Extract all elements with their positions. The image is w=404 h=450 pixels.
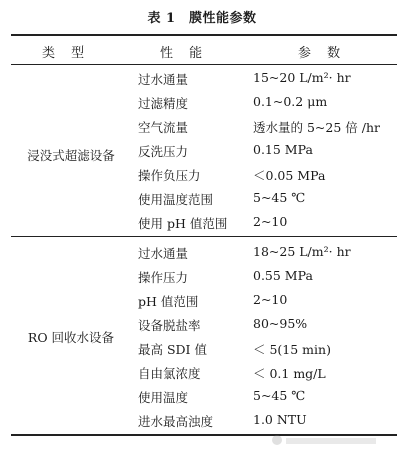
property-cell: 反洗压力 bbox=[138, 144, 189, 159]
table-row bbox=[0, 138, 404, 162]
property-cell: 使用 pH 值范围 bbox=[138, 216, 228, 231]
value-cell: 0.15 MPa bbox=[253, 142, 313, 157]
property-cell: 操作负压力 bbox=[138, 168, 201, 183]
value-cell: 80~95% bbox=[253, 316, 308, 331]
value-cell: ＜ 5(15 min) bbox=[253, 342, 331, 357]
group-separator-rule bbox=[11, 236, 397, 237]
table-row bbox=[0, 114, 404, 138]
value-cell: 2~10 bbox=[253, 292, 288, 307]
group-label-ro: RO 回收水设备 bbox=[27, 330, 115, 345]
table-row bbox=[0, 408, 404, 432]
property-cell: 操作压力 bbox=[138, 270, 189, 285]
table-row bbox=[0, 240, 404, 264]
value-cell: 透水量的 5~25 倍 /hr bbox=[253, 120, 380, 135]
table-row bbox=[0, 210, 404, 234]
value-cell: 0.55 MPa bbox=[253, 268, 313, 283]
header-performance: 性 能 bbox=[160, 46, 209, 61]
table-row bbox=[0, 384, 404, 408]
table-row bbox=[0, 312, 404, 336]
group-label-uf: 浸没式超滤设备 bbox=[27, 148, 115, 163]
watermark-logo bbox=[272, 430, 392, 444]
property-cell: 使用温度范围 bbox=[138, 192, 214, 207]
value-cell: ＜ 0.1 mg/L bbox=[253, 366, 326, 381]
header-parameter: 参 数 bbox=[298, 46, 347, 61]
table-row bbox=[0, 162, 404, 186]
property-cell: pH 值范围 bbox=[138, 294, 199, 309]
value-cell: 18~25 L/m²· hr bbox=[253, 244, 351, 259]
property-cell: 过水通量 bbox=[138, 72, 189, 87]
value-cell: ＜0.05 MPa bbox=[253, 168, 326, 183]
table-row bbox=[0, 66, 404, 90]
value-cell: 5~45 ℃ bbox=[253, 190, 306, 205]
property-cell: 使用温度 bbox=[138, 390, 189, 405]
table-row bbox=[0, 360, 404, 384]
property-cell: 空气流量 bbox=[138, 120, 189, 135]
value-cell: 2~10 bbox=[253, 214, 288, 229]
table-row bbox=[0, 336, 404, 360]
property-cell: 最高 SDI 值 bbox=[138, 342, 207, 357]
value-cell: 1.0 NTU bbox=[253, 412, 307, 427]
header-rule bbox=[11, 64, 397, 65]
top-rule bbox=[11, 34, 397, 36]
header-type: 类 型 bbox=[42, 46, 91, 61]
property-cell: 自由氯浓度 bbox=[138, 366, 201, 381]
value-cell: 15~20 L/m²· hr bbox=[253, 70, 351, 85]
table-row bbox=[0, 90, 404, 114]
property-cell: 设备脱盐率 bbox=[138, 318, 201, 333]
table-row bbox=[0, 186, 404, 210]
table-title: 表 1 膜性能参数 bbox=[147, 11, 257, 26]
table-row bbox=[0, 288, 404, 312]
table-row bbox=[0, 264, 404, 288]
value-cell: 0.1~0.2 μm bbox=[253, 94, 328, 109]
property-cell: 进水最高浊度 bbox=[138, 414, 214, 429]
property-cell: 过滤精度 bbox=[138, 96, 189, 111]
value-cell: 5~45 ℃ bbox=[253, 388, 306, 403]
property-cell: 过水通量 bbox=[138, 246, 189, 261]
